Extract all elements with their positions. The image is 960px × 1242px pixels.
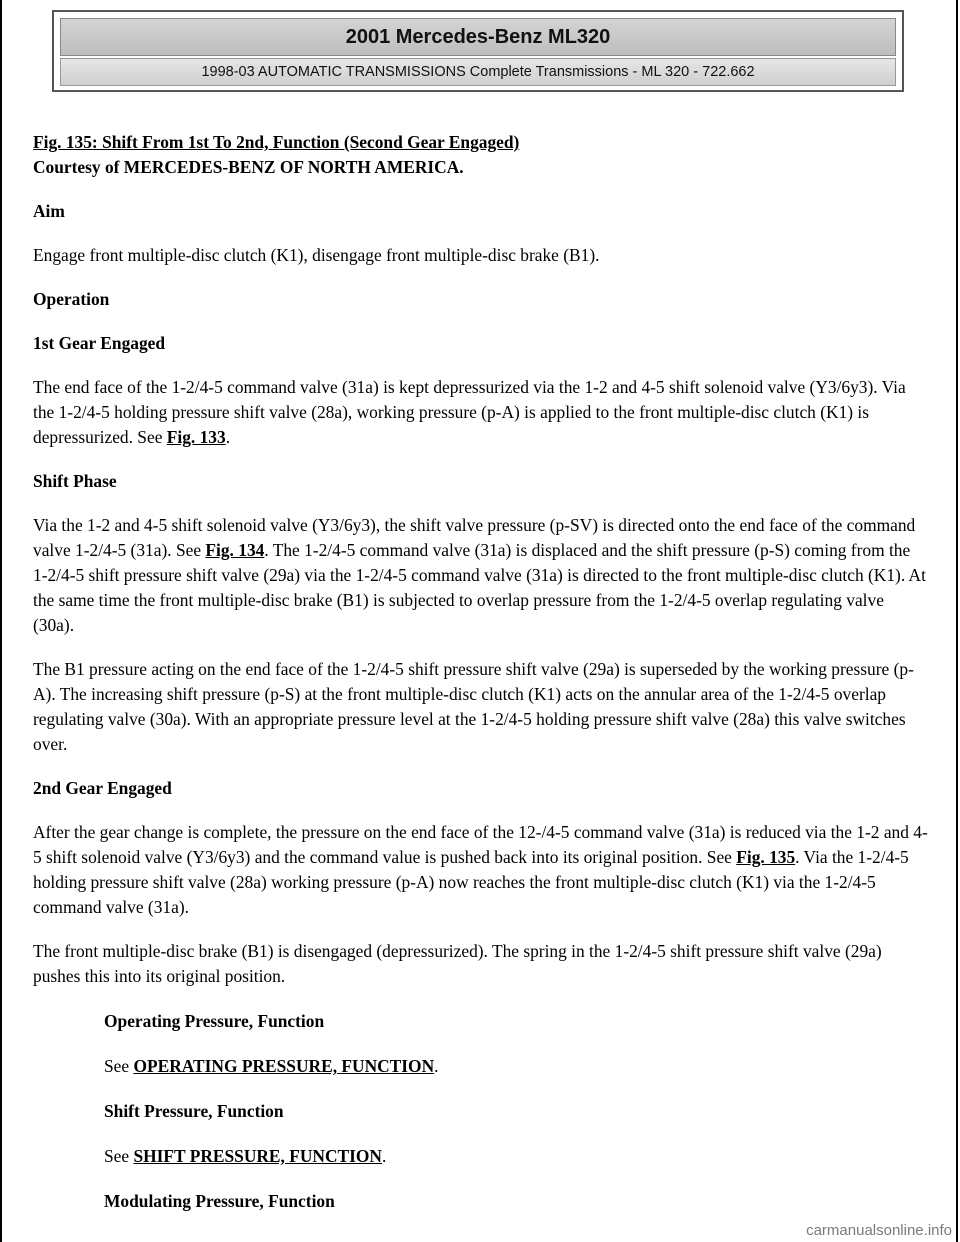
operating-pressure-heading: Operating Pressure, Function — [104, 1011, 325, 1031]
b1-pressure-paragraph: The B1 pressure acting on the end face of the 1-2/4-5 shift pressure shift valve (29a) is superseded by the working pressure (p-A). The increasing shift pressure (p-S) at the front multiple-disc clutch (K1) acts on the annular area of the 1-2/4-5 overlap regulating valve (30a). With an appropriate pressure level at the 1-2/4-5 holding pressure shift valve (28a) this valve switches over. — [33, 659, 914, 754]
brake-paragraph: The front multiple-disc brake (B1) is disengaged (depressurized). The spring in the 1-2/4-5 shift pressure shift valve (29a) pushes this into its original position. — [33, 941, 882, 986]
operating-pressure-link[interactable]: OPERATING PRESSURE, FUNCTION — [133, 1056, 435, 1076]
aim-paragraph: Engage front multiple-disc clutch (K1), disengage front multiple-disc brake (B1). — [33, 245, 600, 265]
second-gear-heading: 2nd Gear Engaged — [33, 778, 172, 798]
shift-phase-text: Via the 1-2 and 4-5 shift solenoid valve (Y3/6y3), the shift valve pressure (p-SV) is directed onto the end face of the command valve 1-2/4-5 (31a). See — [33, 515, 916, 560]
first-gear-text-end: . — [225, 427, 231, 447]
aim-heading: Aim — [33, 201, 65, 221]
see-label: See — [104, 1056, 134, 1076]
shift-phase-paragraph — [33, 513, 928, 638]
second-gear-text: After the gear change is complete, the pressure on the end face of the 12-/4-5 command valve (31a) is reduced via the 1-2 and 4-5 shift solenoid valve (Y3/6y3) and the command value is pushed back into its original position. See — [33, 822, 928, 867]
page-right-border — [956, 0, 958, 1242]
header-title: 2001 Mercedes-Benz ML320 — [60, 18, 896, 56]
header-subtitle: 1998-03 AUTOMATIC TRANSMISSIONS Complete Transmissions - ML 320 - 722.662 — [60, 58, 896, 86]
operating-pressure-see — [33, 1054, 928, 1079]
see-label: See — [104, 1146, 134, 1166]
period: . — [381, 1146, 387, 1166]
first-gear-paragraph — [33, 375, 928, 450]
second-gear-text-end: . Via the 1-2/4-5 holding pressure shift valve (28a) working pressure (p-A) now reaches the front multiple-disc clutch (K1) via the 1-2/4-5 command valve (31a). — [33, 847, 909, 917]
watermark-text: carmanualsonline.info — [806, 1222, 952, 1239]
document-header — [52, 10, 904, 92]
shift-pressure-see — [33, 1144, 928, 1169]
document-body — [33, 130, 928, 1214]
figure-caption: Fig. 135: Shift From 1st To 2nd, Function (Second Gear Engaged) — [33, 132, 520, 152]
fig-134-link[interactable]: Fig. 134 — [205, 540, 265, 560]
first-gear-heading: 1st Gear Engaged — [33, 333, 166, 353]
fig-135-link[interactable]: Fig. 135 — [736, 847, 796, 867]
courtesy-line: Courtesy of MERCEDES-BENZ OF NORTH AMERICA. — [33, 157, 464, 177]
shift-phase-heading: Shift Phase — [33, 471, 117, 491]
period: . — [434, 1056, 439, 1076]
second-gear-paragraph — [33, 820, 928, 920]
operation-heading: Operation — [33, 289, 110, 309]
shift-phase-text-end: . The 1-2/4-5 command valve (31a) is displaced and the shift pressure (p-S) coming from the 1-2/4-5 shift pressure shift valve (29a) via the 1-2/4-5 command valve (31a) is directed to the front multiple-disc clutch (K1). At the same time the front multiple-disc brake (B1) is subjected to overlap pressure from the 1-2/4-5 overlap regulating valve (30a). — [33, 540, 926, 635]
modulating-pressure-heading: Modulating Pressure, Function — [104, 1191, 335, 1211]
first-gear-text: The end face of the 1-2/4-5 command valve (31a) is kept depressurized via the 1-2 and 4-5 shift solenoid valve (Y3/6y3). Via the 1-2/4-5 holding pressure shift valve (28a), working pressure (p-A) is applied to the front multiple-disc clutch (K1) is depressurized. See — [33, 377, 906, 447]
shift-pressure-heading: Shift Pressure, Function — [104, 1101, 284, 1121]
fig-133-link[interactable]: Fig. 133 — [166, 427, 226, 447]
page-left-border — [0, 0, 2, 1242]
shift-pressure-link[interactable]: SHIFT PRESSURE, FUNCTION — [133, 1146, 382, 1166]
